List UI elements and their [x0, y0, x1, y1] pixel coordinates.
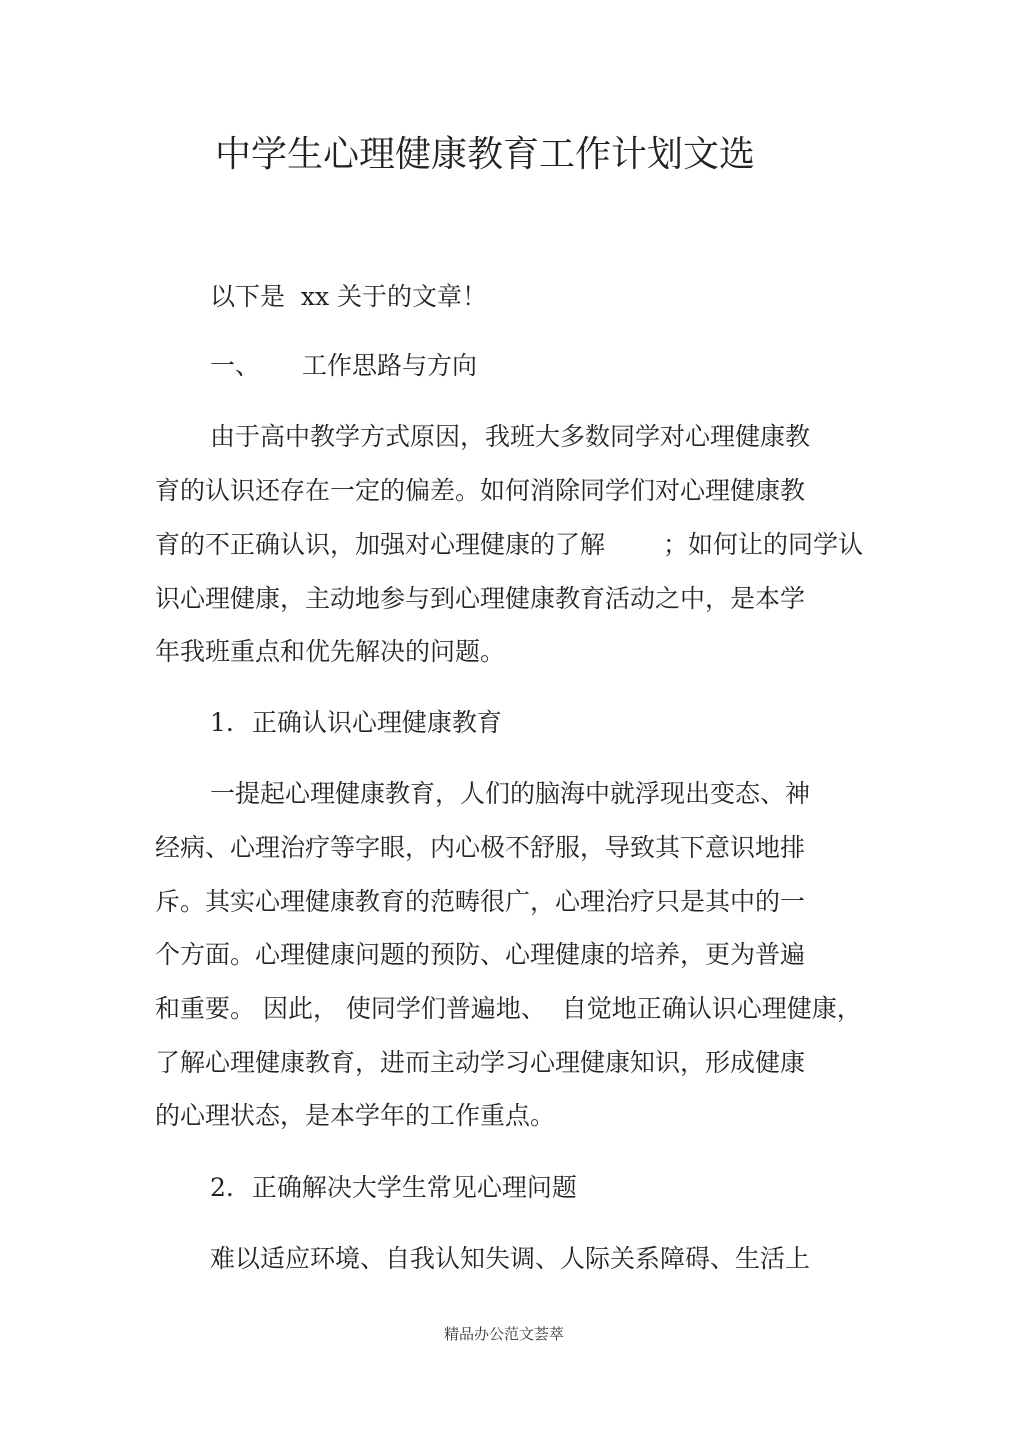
- section1-line-part: ；如何让的同学认: [663, 530, 864, 559]
- section1-heading-number: 一、: [210, 351, 261, 380]
- item1-paragraph-line: 一提起心理健康教育，人们的脑海中就浮现出变态、神: [210, 779, 811, 808]
- section1-paragraph-line: [155, 525, 863, 565]
- item2-number: 2.: [210, 1173, 234, 1202]
- document-title: 中学生心理健康教育工作计划文选: [214, 134, 755, 175]
- page-footer: 精品办公范文荟萃: [443, 1325, 564, 1343]
- item1-paragraph-line: 了解心理健康教育，进而主动学习心理健康知识，形成健康: [155, 1048, 806, 1077]
- item2-paragraph-line: 难以适应环境、自我认知失调、人际关系障碍、生活上: [210, 1244, 811, 1273]
- item1-paragraph-line: 的心理状态，是本学年的工作重点。: [155, 1101, 556, 1130]
- section1-paragraph-line: 由于高中教学方式原因，我班大多数同学对心理健康教: [210, 422, 811, 451]
- item2-heading-text: 正确解决大学生常见心理问题: [251, 1173, 577, 1202]
- item1-heading: [210, 703, 502, 743]
- intro-line: 以下是 xx 关于的文章！: [210, 282, 488, 311]
- section1-line-part: 育的不正确认识，加强对心理健康的了解: [155, 530, 606, 559]
- section1-heading-text: 工作思路与方向: [302, 351, 478, 380]
- item1-paragraph-line: 斥。其实心理健康教育的范畴很广，心理治疗只是其中的一: [155, 887, 806, 916]
- item1-paragraph-line: 和重要。 因此， 使同学们普遍地、 自觉地正确认识心理健康，: [155, 994, 862, 1023]
- section1-paragraph-line: 育的认识还存在一定的偏差。如何消除同学们对心理健康教: [155, 476, 806, 505]
- item1-heading-text: 正确认识心理健康教育: [251, 708, 502, 737]
- item1-paragraph-line: 个方面。心理健康问题的预防、心理健康的培养，更为普遍: [155, 940, 806, 969]
- item1-number: 1.: [210, 708, 234, 737]
- item2-heading: [210, 1168, 577, 1208]
- section1-paragraph-line: 年我班重点和优先解决的问题。: [155, 637, 506, 666]
- section1-paragraph-line: 识心理健康，主动地参与到心理健康教育活动之中，是本学: [155, 584, 806, 613]
- item1-paragraph-line: 经病、心理治疗等字眼，内心极不舒服，导致其下意识地排: [155, 833, 806, 862]
- section1-heading: [210, 346, 477, 386]
